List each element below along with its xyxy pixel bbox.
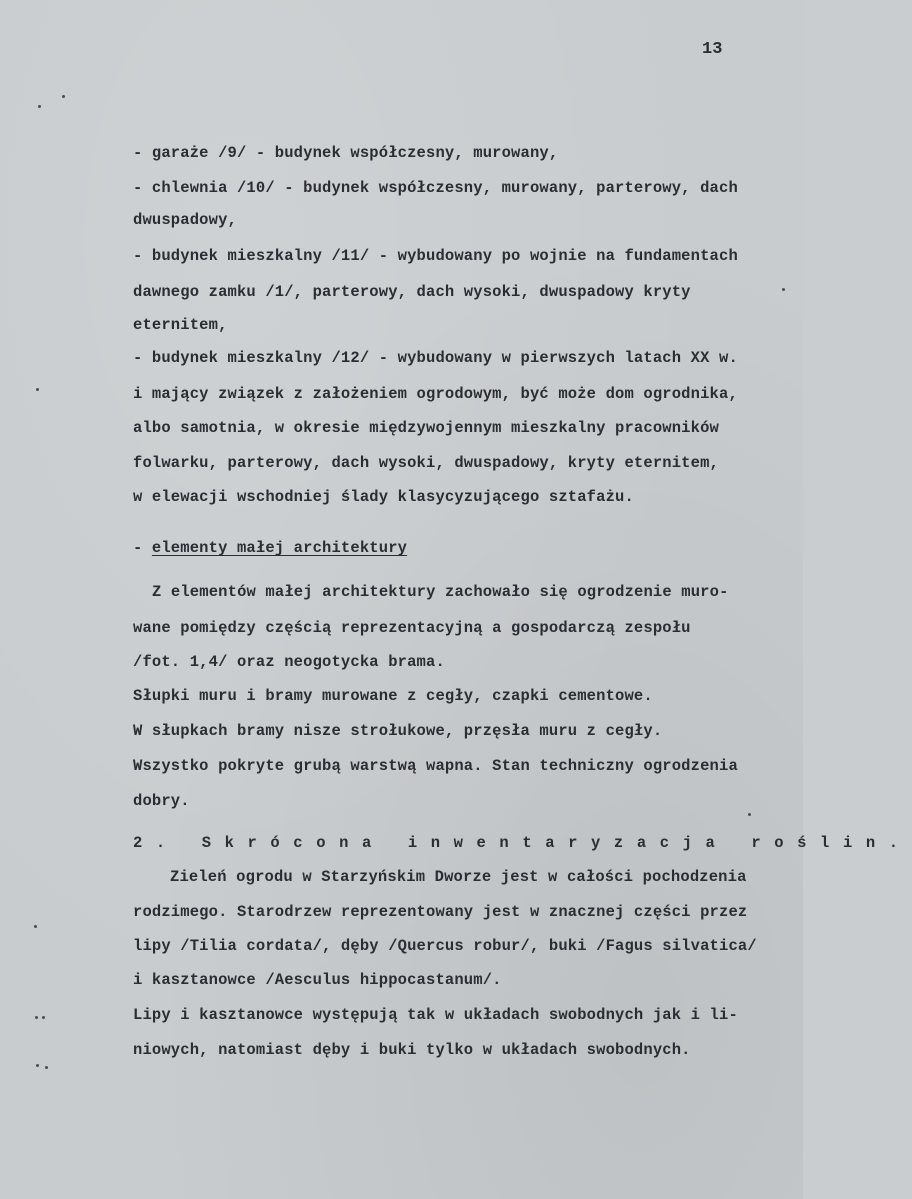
scan-speck bbox=[42, 1016, 45, 1019]
page-number: 13 bbox=[702, 40, 723, 59]
text-line: i mający związek z założeniem ogrodowym, być może dom ogrodnika, bbox=[133, 385, 738, 403]
text-line: dobry. bbox=[133, 792, 190, 810]
text-line: albo samotnia, w okresie międzywojennym mieszkalny pracowników bbox=[133, 419, 719, 437]
text-line: w elewacji wschodniej ślady klasycyzującego sztafażu. bbox=[133, 488, 634, 506]
scan-speck bbox=[36, 388, 39, 391]
scan-speck bbox=[36, 1064, 39, 1067]
scan-speck bbox=[45, 1066, 48, 1069]
text-line: lipy /Tilia cordata/, dęby /Quercus robur/, buki /Fagus silvatica/ bbox=[133, 937, 757, 955]
text-line: - chlewnia /10/ - budynek współczesny, murowany, parterowy, dach bbox=[133, 179, 738, 197]
section-heading bbox=[133, 538, 407, 558]
text-line: W słupkach bramy nisze strołukowe, przęsła muru z cegły. bbox=[133, 722, 663, 740]
text-line: dwuspadowy, bbox=[133, 211, 237, 229]
text-line: dawnego zamku /1/, parterowy, dach wysoki, dwuspadowy kryty bbox=[133, 283, 691, 301]
section-title: elementy małej architektury bbox=[151, 539, 408, 557]
text-line: Lipy i kasztanowce występują tak w układach swobodnych jak i li- bbox=[133, 1006, 738, 1024]
scan-speck bbox=[34, 925, 37, 928]
text-line: folwarku, parterowy, dach wysoki, dwuspadowy, kryty eternitem, bbox=[133, 454, 719, 472]
heading-dash: - bbox=[133, 539, 152, 557]
text-line: /fot. 1,4/ oraz neogotycka brama. bbox=[133, 653, 445, 671]
text-line: Słupki muru i bramy murowane z cegły, czapki cementowe. bbox=[133, 687, 653, 705]
scan-speck bbox=[38, 105, 41, 108]
text-line: Zieleń ogrodu w Starzyńskim Dworze jest w całości pochodzenia bbox=[170, 868, 747, 886]
scan-speck bbox=[62, 95, 65, 98]
text-line: - garaże /9/ - budynek współczesny, murowany, bbox=[133, 144, 559, 162]
scan-speck bbox=[782, 288, 785, 291]
section-heading-plants: 2. Skrócona inwentaryzacja roślin. bbox=[133, 834, 912, 852]
text-line: Wszystko pokryte grubą warstwą wapna. Stan techniczny ogrodzenia bbox=[133, 757, 738, 775]
scan-speck bbox=[748, 813, 751, 816]
scan-speck bbox=[35, 1016, 38, 1019]
text-line: Z elementów małej architektury zachowało się ogrodzenie muro- bbox=[152, 583, 729, 601]
text-line: - budynek mieszkalny /11/ - wybudowany po wojnie na fundamentach bbox=[133, 247, 738, 265]
text-line: - budynek mieszkalny /12/ - wybudowany w pierwszych latach XX w. bbox=[133, 349, 738, 367]
text-line: eternitem, bbox=[133, 316, 228, 334]
text-line: i kasztanowce /Aesculus hippocastanum/. bbox=[133, 971, 502, 989]
text-line: niowych, natomiast dęby i buki tylko w układach swobodnych. bbox=[133, 1041, 691, 1059]
text-line: wane pomiędzy częścią reprezentacyjną a gospodarczą zespołu bbox=[133, 619, 691, 637]
text-line: rodzimego. Starodrzew reprezentowany jest w znacznej części przez bbox=[133, 903, 748, 921]
